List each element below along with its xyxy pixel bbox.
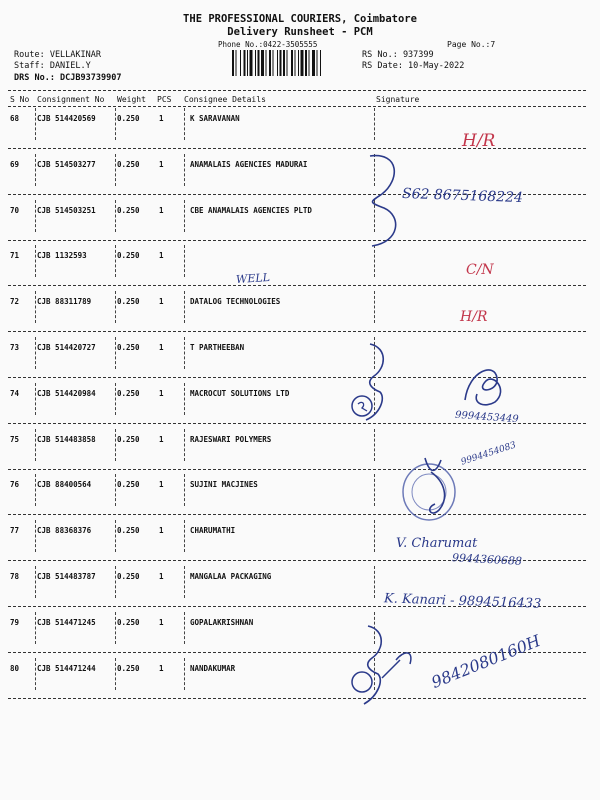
col-consignee: Consignee Details — [184, 95, 266, 104]
rs-date: RS Date: 10-May-2022 — [362, 61, 465, 71]
row-sno: 72 — [10, 297, 20, 307]
company-stamp-r76 — [395, 452, 475, 527]
handwriting-r75: 9994454083 — [459, 440, 518, 468]
col-pcs: PCS — [157, 95, 172, 104]
row-consignment: CJB 88400564 — [37, 480, 92, 490]
column-separator — [115, 383, 116, 415]
row-sno: 77 — [10, 526, 20, 536]
row-consignee: NANDAKUMAR — [190, 663, 236, 673]
row-sno: 74 — [10, 388, 20, 398]
row-consignment: CJB 88368376 — [37, 526, 92, 536]
column-separator — [115, 429, 116, 461]
row-pcs: 1 — [159, 526, 164, 536]
runsheet-title: Delivery Runsheet - PCM — [227, 26, 373, 38]
signature-brace-r80 — [340, 620, 430, 710]
column-separator — [115, 612, 116, 644]
column-separator — [115, 154, 116, 186]
row-consignment: CJB 514420984 — [37, 388, 96, 398]
column-separator — [35, 108, 36, 140]
row-weight: 0.250 — [117, 663, 140, 673]
row-consignee: T PARTHEEBAN — [190, 343, 245, 352]
signature-r74 — [455, 360, 515, 410]
barcode — [232, 50, 353, 76]
row-weight: 0.250 — [117, 205, 140, 215]
handwriting-r77-number: 9944360688 — [451, 551, 523, 568]
col-consignment: Consignment No — [37, 95, 105, 104]
row-sno: 79 — [10, 617, 20, 627]
row-pcs: 1 — [159, 434, 164, 444]
handwriting-r80: 9842080160H — [428, 631, 544, 692]
col-weight: Weight — [117, 95, 146, 104]
row-pcs: 1 — [159, 617, 164, 627]
column-separator — [184, 566, 185, 598]
header-rule-top — [8, 90, 586, 91]
handwriting-r70: S62 8675168224 — [401, 185, 524, 207]
row-weight: 0.250 — [117, 114, 140, 123]
route: Route: VELLAKINAR — [14, 50, 101, 60]
row-consignment: CJB 1132593 — [37, 251, 87, 261]
row-pcs: 1 — [159, 572, 164, 581]
row-pcs: 1 — [159, 388, 164, 398]
column-separator — [35, 566, 36, 598]
row-consignment: CJB 514503277 — [37, 159, 96, 169]
row-weight: 0.250 — [117, 343, 140, 352]
staff: Staff: DANIEL.Y — [14, 61, 91, 71]
row-pcs: 1 — [159, 343, 164, 352]
handwriting-r78: K. Kanari - 9894516433 — [383, 591, 542, 612]
phone-number: Phone No.:0422-3505555 — [218, 40, 318, 49]
row-pcs: 1 — [159, 663, 164, 673]
column-separator — [35, 154, 36, 186]
handwriting-r68: H/R — [462, 131, 496, 151]
row-consignee: CHARUMATHI — [190, 526, 236, 536]
handwriting-r72-well: WELL — [235, 270, 271, 287]
column-separator — [35, 337, 36, 369]
column-separator — [374, 520, 375, 552]
column-separator — [184, 612, 185, 644]
row-consignee: MANGALAA PACKAGING — [190, 572, 272, 581]
row-consignment: CJB 514420569 — [37, 114, 96, 123]
column-separator — [374, 474, 375, 506]
header-rule-bottom — [8, 106, 586, 107]
column-separator — [115, 474, 116, 506]
handwriting-r74: 9994453449 — [454, 409, 519, 426]
row-weight: 0.250 — [117, 572, 140, 581]
row-divider — [8, 148, 586, 149]
column-separator — [115, 337, 116, 369]
row-consignee: ANAMALAIS AGENCIES MADURAI — [190, 159, 308, 169]
handwriting-r77: V. Charumat — [396, 536, 478, 551]
column-separator — [115, 108, 116, 140]
row-sno: 75 — [10, 434, 20, 444]
row-pcs: 1 — [159, 251, 164, 261]
row-weight: 0.250 — [117, 526, 140, 536]
row-weight: 0.250 — [117, 617, 140, 627]
column-separator — [115, 200, 116, 232]
row-weight: 0.250 — [117, 434, 140, 444]
row-sno: 69 — [10, 159, 20, 169]
row-weight: 0.250 — [117, 297, 140, 307]
column-separator — [184, 154, 185, 186]
row-consignee: SUJINI MACJINES — [190, 480, 258, 490]
handwriting-r72: H/R — [460, 309, 488, 325]
signature-brace-r69 — [360, 150, 420, 250]
column-separator — [115, 520, 116, 552]
row-divider — [8, 285, 586, 286]
row-consignment: CJB 514420727 — [37, 343, 96, 352]
row-pcs: 1 — [159, 297, 164, 307]
column-separator — [35, 520, 36, 552]
row-divider — [8, 240, 586, 241]
row-divider — [8, 331, 586, 332]
handwriting-r71: C/N — [466, 262, 494, 278]
row-sno: 73 — [10, 343, 20, 352]
column-separator — [35, 429, 36, 461]
col-sno: S No — [10, 95, 30, 104]
row-divider — [8, 514, 586, 515]
column-separator — [35, 291, 36, 323]
column-separator — [374, 245, 375, 277]
rs-number: RS No.: 937399 — [362, 50, 434, 60]
column-separator — [184, 658, 185, 690]
column-separator — [115, 566, 116, 598]
column-separator — [35, 245, 36, 277]
column-separator — [115, 291, 116, 323]
row-consignment: CJB 514503251 — [37, 205, 96, 215]
row-consignee: CBE ANAMALAIS AGENCIES PLTD — [190, 205, 312, 215]
column-separator — [184, 474, 185, 506]
column-separator — [184, 429, 185, 461]
row-consignment: CJB 514483858 — [37, 434, 96, 444]
row-sno: 76 — [10, 480, 20, 490]
row-consignment: CJB 88311789 — [37, 297, 92, 307]
row-divider — [8, 469, 586, 470]
col-signature: Signature — [376, 95, 420, 104]
row-pcs: 1 — [159, 480, 164, 490]
row-sno: 68 — [10, 114, 20, 123]
row-sno: 80 — [10, 663, 20, 673]
row-consignee: RAJESWARI POLYMERS — [190, 434, 272, 444]
column-separator — [184, 291, 185, 323]
column-separator — [184, 337, 185, 369]
column-separator — [374, 291, 375, 323]
column-separator — [374, 429, 375, 461]
row-weight: 0.250 — [117, 388, 140, 398]
column-separator — [35, 658, 36, 690]
row-pcs: 1 — [159, 114, 164, 123]
row-pcs: 1 — [159, 159, 164, 169]
row-consignee: MACROCUT SOLUTIONS LTD — [190, 388, 290, 398]
column-separator — [374, 108, 375, 140]
row-consignee: K SARAVANAN — [190, 114, 240, 123]
column-separator — [184, 520, 185, 552]
row-consignment: CJB 514483787 — [37, 572, 96, 581]
row-weight: 0.250 — [117, 159, 140, 169]
page-number: Page No.:7 — [447, 40, 496, 49]
drs-number: DRS No.: DCJB93739907 — [14, 73, 122, 83]
column-separator — [115, 658, 116, 690]
row-weight: 0.250 — [117, 480, 140, 490]
row-sno: 78 — [10, 572, 20, 581]
column-separator — [35, 612, 36, 644]
company-title: THE PROFESSIONAL COURIERS, Coimbatore — [183, 13, 417, 25]
column-separator — [184, 108, 185, 140]
column-separator — [35, 383, 36, 415]
row-consignee: DATALOG TECHNOLOGIES — [190, 297, 281, 307]
signature-brace-r74 — [340, 338, 410, 428]
row-sno: 70 — [10, 205, 20, 215]
row-consignment: CJB 514471245 — [37, 617, 96, 627]
column-separator — [184, 383, 185, 415]
row-sno: 71 — [10, 251, 20, 261]
column-separator — [184, 200, 185, 232]
row-pcs: 1 — [159, 205, 164, 215]
row-consignment: CJB 514471244 — [37, 663, 96, 673]
row-divider — [8, 698, 586, 699]
column-separator — [35, 474, 36, 506]
column-separator — [374, 566, 375, 598]
row-weight: 0.250 — [117, 251, 140, 261]
column-separator — [35, 200, 36, 232]
column-separator — [115, 245, 116, 277]
row-consignee: GOPALAKRISHNAN — [190, 617, 254, 627]
column-separator — [184, 245, 185, 277]
